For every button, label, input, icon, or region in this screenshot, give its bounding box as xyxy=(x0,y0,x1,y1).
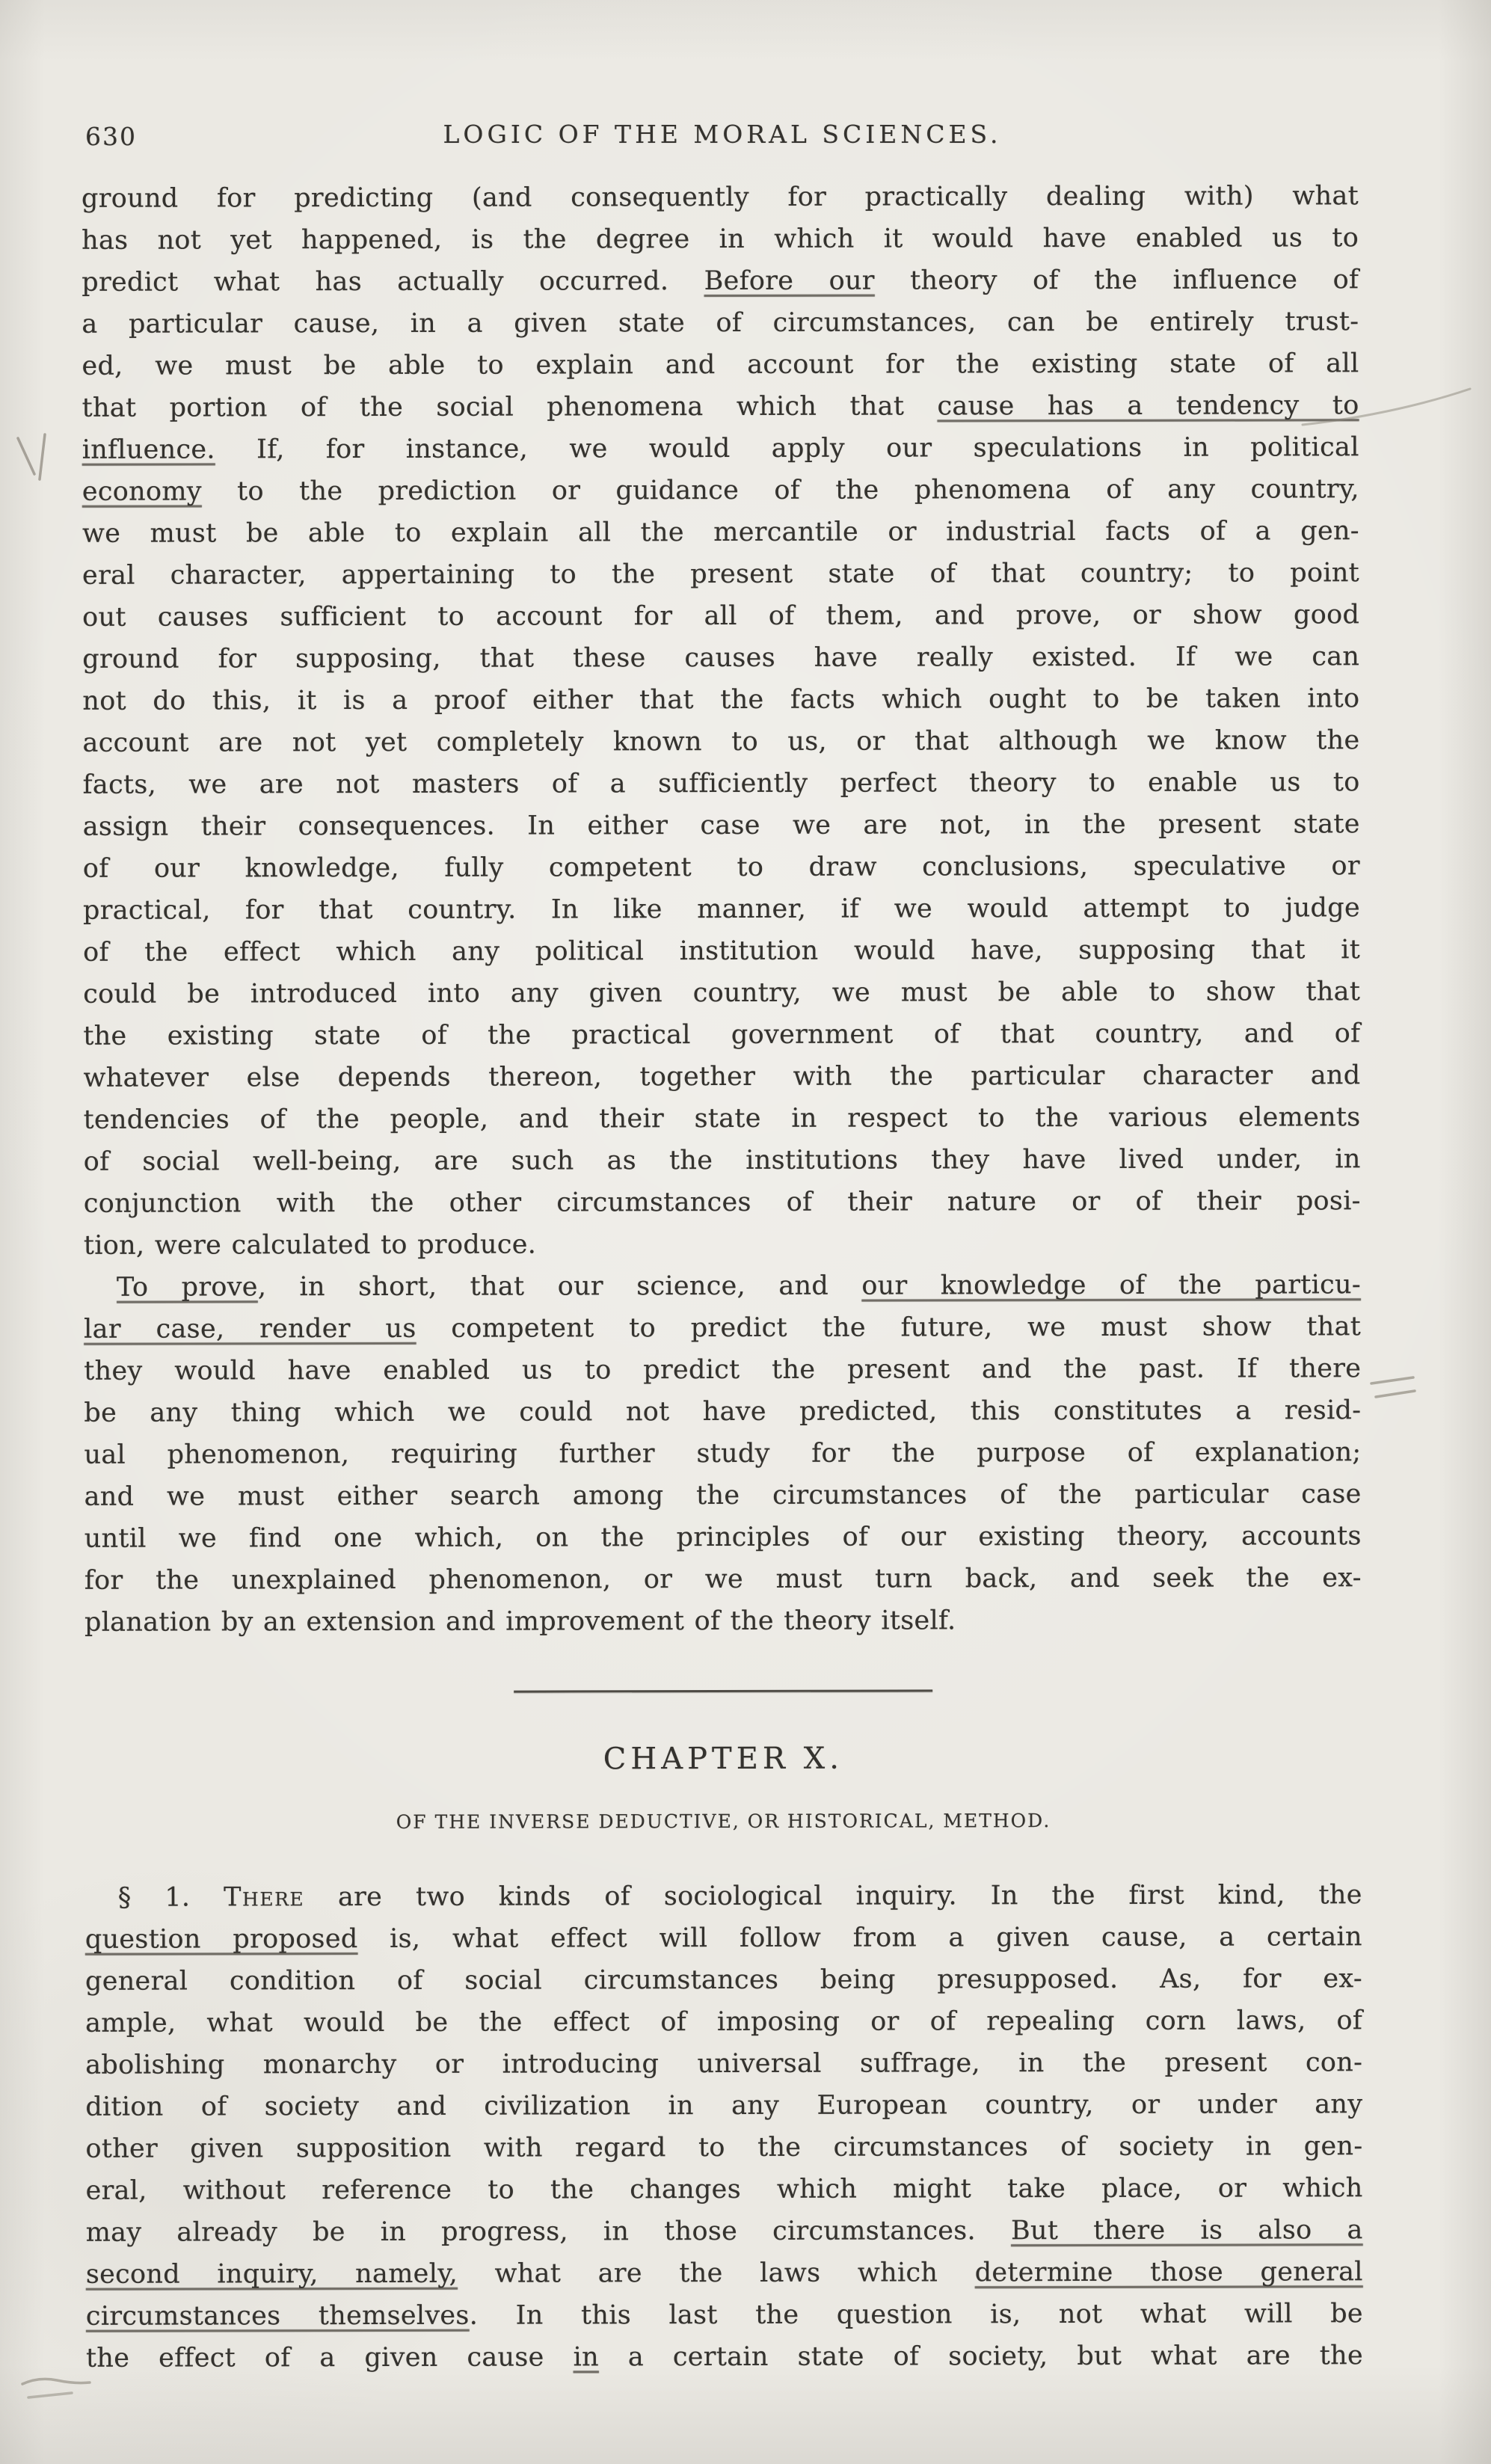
text-line xyxy=(82,678,1359,722)
text-segment: of social well-being, are such as the institutions they have lived under, in xyxy=(83,1144,1361,1177)
text-segment: practical, for that country. In like manner, if we would attempt to judge xyxy=(82,893,1361,926)
text-line xyxy=(84,1599,1362,1644)
text-line xyxy=(85,1874,1362,1919)
pencil-underlined-text: question proposed xyxy=(84,1924,358,1955)
text-line xyxy=(82,175,1359,220)
text-segment: out causes sufficient to account for all of them, and prove, or show good xyxy=(82,600,1360,633)
text-line xyxy=(84,1389,1361,1434)
text-segment: whatever else depends thereon, together with the particular character and xyxy=(83,1060,1361,1093)
text-segment: assign their consequences. In either case we are not, in the present state xyxy=(82,809,1360,842)
text-line xyxy=(83,929,1360,974)
text-line xyxy=(84,1348,1361,1392)
pencil-underlined-text: To prove xyxy=(116,1272,258,1303)
text-line xyxy=(84,1431,1361,1476)
text-line xyxy=(85,2000,1362,2044)
pencil-underlined-text: our knowledge of the particu- xyxy=(861,1270,1362,1301)
text-segment: ual phenomenon, requiring further study for the purpose of explanation; xyxy=(84,1437,1362,1470)
text-segment: of our knowledge, fully competent to draw conclusions, speculative or xyxy=(82,851,1360,884)
pencil-underlined-text: determine those general xyxy=(974,2257,1363,2288)
text-segment: the existing state of the practical government of that country, and of xyxy=(83,1019,1361,1051)
text-line xyxy=(83,1054,1360,1099)
text-segment: are two kinds of sociological inquiry. In the first kind, the xyxy=(304,1880,1362,1913)
text-line xyxy=(83,887,1360,932)
right-double-dash xyxy=(1376,1391,1415,1397)
pencil-underlined-text: cause has a tendency to xyxy=(937,390,1359,422)
text-line xyxy=(82,259,1359,304)
text-line xyxy=(82,636,1359,680)
text-segment: . In this last the question is, not what will be xyxy=(469,2299,1363,2331)
pencil-underlined-text: influence. xyxy=(82,434,215,465)
text-line xyxy=(83,1013,1360,1057)
text-line xyxy=(86,2335,1363,2379)
running-header: LOGIC OF THE MORAL SCIENCES. xyxy=(443,120,1002,149)
text-segment: and we must either search among the circumstances of the particular case xyxy=(84,1479,1362,1512)
text-line xyxy=(85,1916,1362,1961)
text-segment: ed, we must be able to explain and account for the existing state of all xyxy=(82,348,1359,381)
text-line xyxy=(85,2041,1362,2086)
left-check-mark xyxy=(40,434,45,479)
text-segment: not do this, it is a proof either that the facts which ought to be taken into xyxy=(82,683,1360,716)
text-segment: may already be in progress, in those circumstances. xyxy=(85,2216,1012,2248)
text-segment: that portion of the social phenomena which that xyxy=(82,391,938,423)
text-segment: is, what effect will follow from a given cause, a certain xyxy=(357,1922,1362,1955)
text-segment: conjunction with the other circumstances of their nature or of their posi- xyxy=(83,1186,1361,1219)
text-line xyxy=(82,468,1359,513)
text-segment: of the effect which any political institution would have, supposing that it xyxy=(83,935,1361,968)
text-segment: the effect of a given cause xyxy=(85,2342,574,2374)
bottom-left-squiggle xyxy=(22,2379,90,2384)
pencil-underlined-text: in xyxy=(573,2342,599,2373)
pencil-underlined-text: economy xyxy=(82,476,202,507)
chapter-title: CHAPTER X. xyxy=(603,1741,843,1777)
text-segment: facts, we are not masters of a sufficiently perfect theory to enable us to xyxy=(82,767,1360,800)
text-segment: other given supposition with regard to the circumstances of society in gen- xyxy=(85,2131,1363,2164)
text-segment: they would have enabled us to predict the present and the past. If there xyxy=(84,1354,1362,1386)
text-segment: , in short, that our science, and xyxy=(257,1271,862,1303)
text-line xyxy=(82,301,1359,345)
text-segment: dition of society and civilization in any European country, or under any xyxy=(85,2089,1363,2122)
text-segment: until we find one which, on the principles of our existing theory, accounts xyxy=(84,1521,1362,1554)
text-segment: a certain state of society, but what are the xyxy=(598,2341,1364,2373)
text-segment: If, for instance, we would apply our speculations in political xyxy=(215,432,1359,465)
text-segment: could be introduced into any given country, we must be able to show that xyxy=(83,977,1361,1010)
text-line xyxy=(85,2125,1362,2170)
text-segment: abolishing monarchy or introducing universal suffrage, in the present con- xyxy=(85,2047,1363,2080)
text-line xyxy=(86,2209,1363,2254)
text-segment: account are not yet completely known to us, or that although we know the xyxy=(82,725,1360,758)
text-segment: competent to predict the future, we must show that xyxy=(416,1312,1362,1344)
right-double-dash xyxy=(1371,1377,1413,1383)
text-line xyxy=(84,1557,1362,1602)
text-segment: predict what has actually occurred. xyxy=(82,266,704,298)
text-segment: for the unexplained phenomenon, or we must turn back, and seek the ex- xyxy=(84,1563,1362,1596)
page-header xyxy=(84,118,1361,154)
page-number: 630 xyxy=(85,122,137,151)
text-line xyxy=(83,761,1360,806)
text-line xyxy=(84,1264,1361,1309)
text-line xyxy=(83,803,1360,848)
pencil-underlined-text: Before our xyxy=(704,265,875,297)
text-line xyxy=(82,510,1359,555)
text-line xyxy=(84,1473,1362,1518)
paragraph-2 xyxy=(84,1264,1362,1644)
text-line xyxy=(86,2251,1363,2296)
section-1-paragraph xyxy=(85,1874,1363,2379)
text-segment: to the prediction or guidance of the phenomena of any country, xyxy=(201,474,1359,507)
text-segment: eral, without reference to the changes which might take place, or which xyxy=(85,2173,1363,2206)
text-line xyxy=(82,552,1359,597)
text-segment: has not yet happened, is the degree in which it would have enabled us to xyxy=(82,223,1359,256)
text-line xyxy=(84,1138,1361,1183)
text-line xyxy=(82,342,1359,387)
text-line xyxy=(84,1306,1361,1351)
text-line xyxy=(85,2083,1362,2128)
text-segment: general condition of social circumstances being presupposed. As, for ex- xyxy=(84,1964,1363,1997)
text-line xyxy=(83,971,1360,1016)
text-segment: eral character, appertaining to the present state of that country; to point xyxy=(82,558,1360,591)
text-segment: planation by an extension and improvement of the theory itself. xyxy=(84,1606,956,1638)
text-line xyxy=(83,845,1360,890)
text-line xyxy=(84,1180,1361,1225)
text-line xyxy=(86,2293,1363,2338)
text-segment: tion, were calculated to produce. xyxy=(83,1229,537,1261)
chapter-subtitle: OF THE INVERSE DEDUCTIVE, OR HISTORICAL, METHOD. xyxy=(396,1810,1051,1833)
text-segment: ground for supposing, that these causes have really existed. If we can xyxy=(82,642,1360,675)
left-check-mark xyxy=(18,438,34,474)
text-segment: what are the laws which xyxy=(457,2258,975,2289)
text-segment: There xyxy=(224,1882,305,1913)
chapter-divider-rule xyxy=(514,1689,932,1692)
text-segment: theory of the influence of xyxy=(874,265,1359,296)
text-segment: a particular cause, in a given state of circumstances, can be entirely trust- xyxy=(82,307,1359,340)
text-line xyxy=(83,1096,1360,1141)
text-column xyxy=(82,175,1363,2379)
text-segment: ground for predicting (and consequently for practically dealing with) what xyxy=(81,181,1359,214)
text-line xyxy=(82,719,1359,764)
text-line xyxy=(85,2167,1362,2212)
pencil-underlined-text: second inquiry, namely, xyxy=(85,2258,458,2290)
pencil-underlined-text: But there is also a xyxy=(1010,2215,1363,2246)
text-line xyxy=(84,1515,1362,1560)
text-line xyxy=(82,426,1359,471)
text-segment: we must be able to explain all the mercantile or industrial facts of a gen- xyxy=(82,516,1359,549)
text-segment: be any thing which we could not have predicted, this constitutes a resid- xyxy=(84,1395,1362,1428)
text-segment: § 1. xyxy=(117,1882,224,1913)
text-line xyxy=(84,1222,1361,1267)
text-line xyxy=(82,384,1359,429)
text-line xyxy=(82,594,1359,639)
text-line xyxy=(85,1958,1362,2003)
bottom-left-squiggle xyxy=(28,2393,72,2397)
pencil-underlined-text: circumstances themselves xyxy=(85,2300,470,2332)
pencil-underlined-text: lar case, render us xyxy=(84,1313,416,1345)
paragraph-1 xyxy=(82,175,1361,1267)
text-line xyxy=(82,217,1359,262)
text-segment: tendencies of the people, and their state in respect to the various elements xyxy=(83,1102,1361,1135)
text-segment: ample, what would be the effect of imposing or of repealing corn laws, of xyxy=(85,2006,1363,2039)
